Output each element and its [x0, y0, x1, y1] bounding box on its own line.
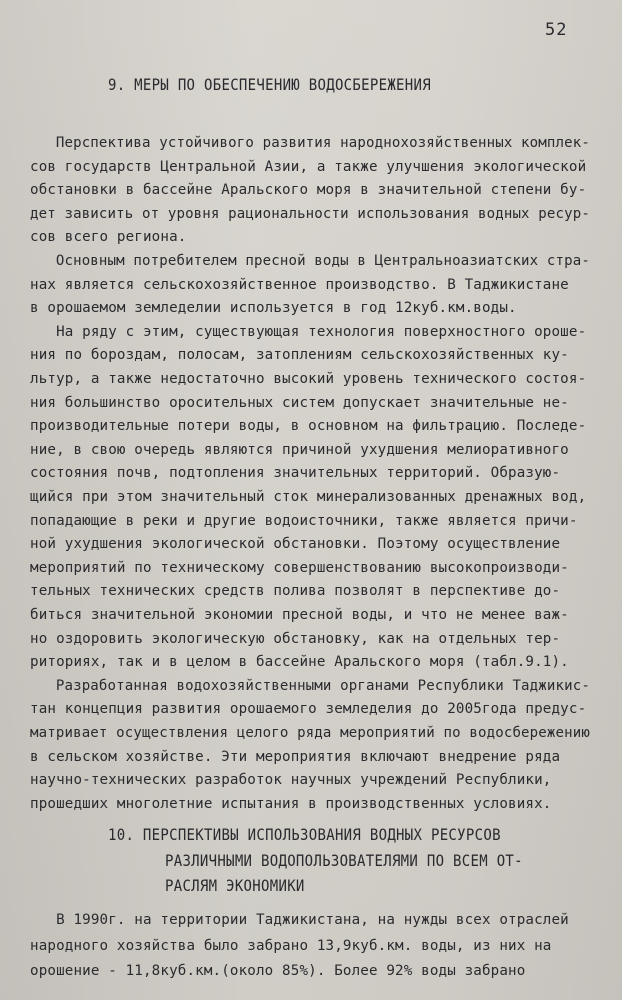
- section-10-title-line-1: 10. ПЕРСПЕКТИВЫ ИСПОЛЬЗОВАНИЯ ВОДНЫХ РЕСУРСОВ: [108, 826, 501, 845]
- text-line: сов всего региона.: [30, 229, 187, 246]
- text-line: В 1990г. на территории Таджикистана, на нужды всех отраслей: [30, 912, 569, 928]
- text-line: ния большинство оросительных систем допускает значительные не-: [30, 394, 569, 411]
- text-line: научно-технических разработок научных учреждений Республики,: [30, 772, 552, 789]
- text-line: в орошаемом земледелии используется в год 12куб.км.воды.: [30, 300, 517, 317]
- text-line: Перспектива устойчивого развития народнохозяйственных комплек-: [30, 135, 590, 151]
- text-line: риториях, так и в целом в бассейне Аральского моря (табл.9.1).: [30, 654, 569, 671]
- text-line: щийся при этом значительный сток минерализованных дренажных вод,: [30, 489, 587, 505]
- text-line: Разработанная водохозяйственными органами Республики Таджикис-: [30, 677, 590, 694]
- text-line: народного хозяйства было забрано 13,9куб.км. воды, из них на: [30, 937, 552, 954]
- page-number: 52: [545, 20, 568, 40]
- section-9-title: 9. МЕРЫ ПО ОБЕСПЕЧЕНИЮ ВОДОСБЕРЕЖЕНИЯ: [108, 76, 431, 95]
- text-line: биться значительной экономии пресной воды, и что не менее важ-: [30, 607, 569, 623]
- text-line: Основным потребителем пресной воды в Центральноазиатских стра-: [30, 253, 590, 269]
- text-line: обстановки в бассейне Аральского моря в значительной степени бу-: [30, 182, 587, 199]
- text-line: прошедших многолетние испытания в производственных условиях.: [30, 795, 552, 812]
- text-line: дет зависить от уровня рациональности использования водных ресур-: [30, 205, 590, 222]
- section-10-title-line-2: РАЗЛИЧНЫМИ ВОДОПОЛЬЗОВАТЕЛЯМИ ПО ВСЕМ ОТ-: [165, 852, 523, 871]
- text-line: матривает осуществления целого ряда мероприятий по водосбережению: [30, 725, 590, 741]
- text-line: ной ухудшения экологической обстановки. Поэтому осуществление: [30, 536, 561, 553]
- text-line: состояния почв, подтопления значительных территорий. Образую-: [30, 465, 561, 482]
- text-line: мероприятий по техническому совершенствованию высокопроизводи-: [30, 559, 569, 576]
- text-line: тан концепция развития орошаемого земледелия до 2005года предус-: [30, 701, 587, 718]
- text-line: орошение - 11,8куб.км.(около 85%). Более 92% воды забрано: [30, 963, 526, 979]
- text-line: льтур, а также недостаточно высокий уровень технического состоя-: [30, 371, 587, 387]
- text-line: На ряду с этим, существующая технология поверхностного ороше-: [30, 323, 587, 340]
- text-line: тельных технических средств полива позволят в перспективе до-: [30, 583, 561, 600]
- text-line: но оздоровить экологическую обстановку, как на отдельных тер-: [30, 630, 561, 647]
- text-line: ние, в свою очередь являются причиной ухудшения мелиоративного: [30, 441, 569, 458]
- text-line: производительные потери воды, в основном на фильтрацию. Последе-: [30, 418, 587, 435]
- text-line: нах является сельскохозяйственное производство. В Таджикистане: [30, 276, 569, 293]
- text-line: сов государств Центральной Азии, а также улучшения экологической: [30, 158, 587, 175]
- text-line: ния по бороздам, полосам, затоплениям сельскохозяйственных ку-: [30, 347, 569, 364]
- text-line: в сельском хозяйстве. Эти мероприятия включают внедрение ряда: [30, 748, 561, 765]
- text-line: попадающие в реки и другие водоисточники, также является причи-: [30, 512, 578, 529]
- section-10-title-line-3: РАСЛЯМ ЭКОНОМИКИ: [165, 877, 305, 896]
